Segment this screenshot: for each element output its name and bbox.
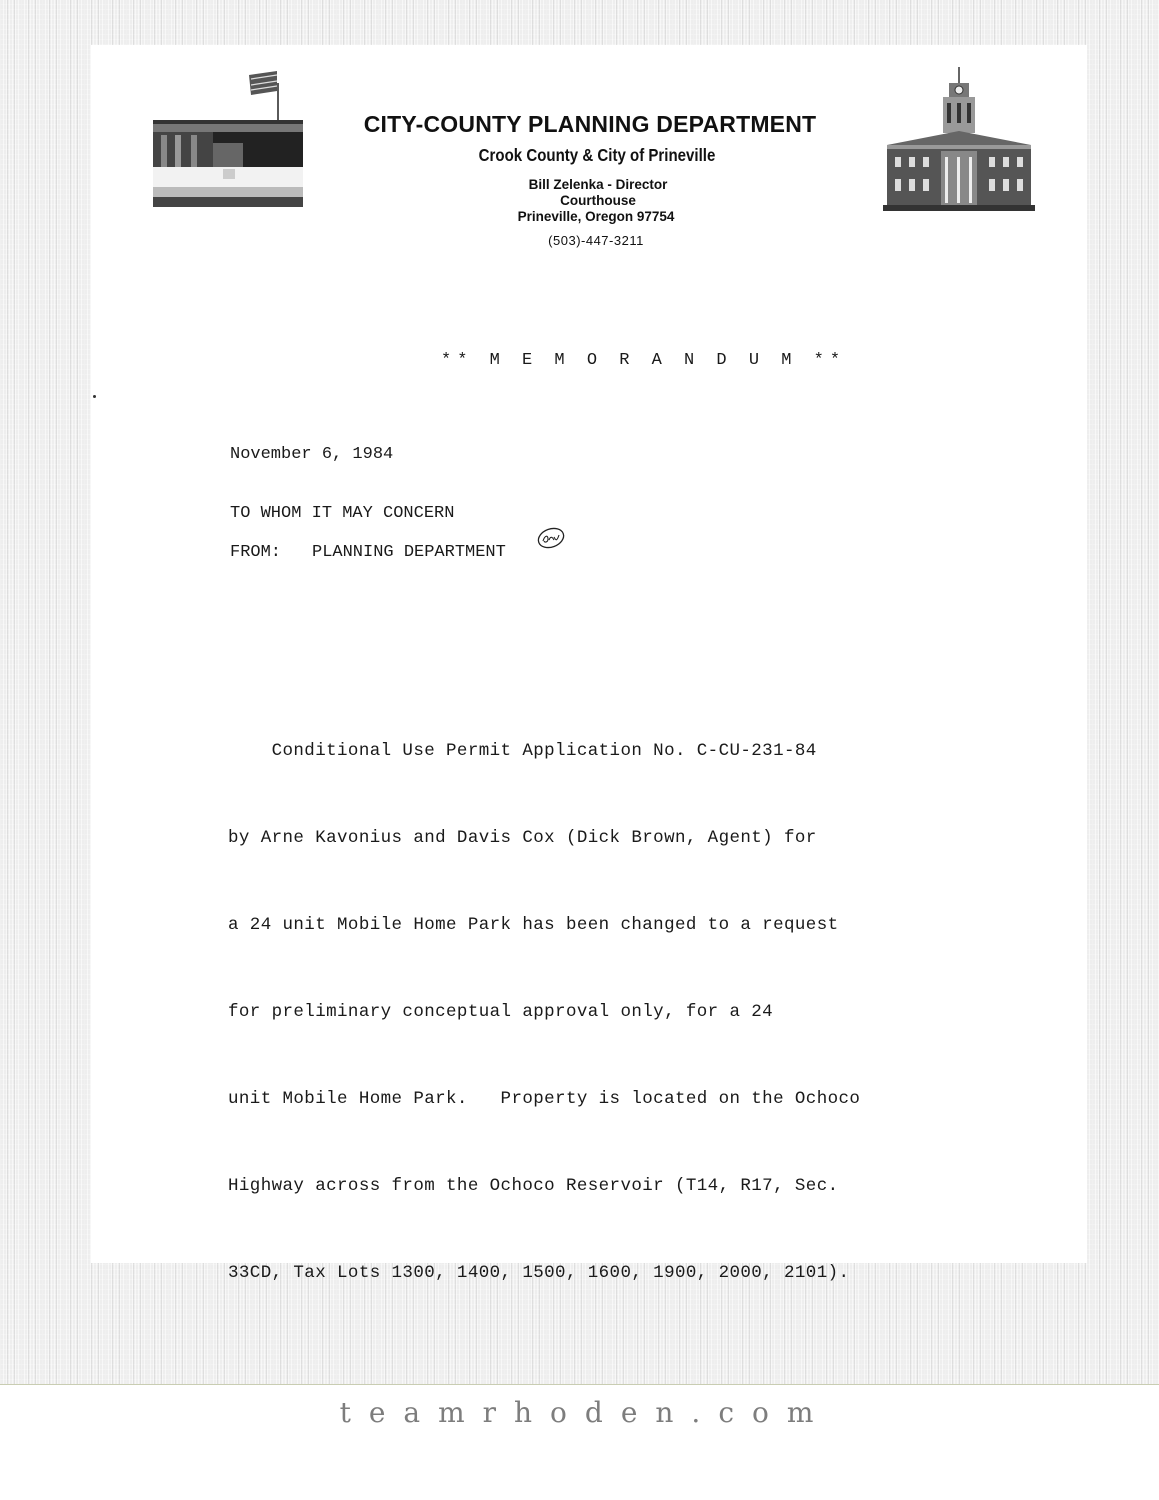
building-line: Courthouse — [560, 193, 636, 208]
memo-body — [228, 679, 860, 1346]
memo-title: ** M E M O R A N D U M ** — [441, 351, 847, 370]
memo-from-label: FROM: — [230, 543, 282, 562]
memo-date: November 6, 1984 — [230, 445, 394, 464]
phone-number: (503)-447-3211 — [548, 233, 644, 248]
footer-site-name[interactable]: teamrhoden.com — [339, 1396, 832, 1429]
address-line: Prineville, Oregon 97754 — [517, 209, 675, 224]
document-page — [91, 45, 1087, 1283]
body-line: for preliminary conceptual approval only, for a 24 — [228, 1002, 774, 1022]
department-name: CITY-COUNTY PLANNING DEPARTMENT — [363, 111, 817, 137]
department-subtitle: Crook County & City of Prineville — [478, 145, 716, 165]
director-line: Bill Zelenka - Director — [528, 177, 668, 192]
memo-from-value: PLANNING DEPARTMENT — [312, 543, 506, 562]
body-line: a 24 unit Mobile Home Park has been changed to a request — [228, 915, 839, 935]
courthouse-photo — [883, 65, 1035, 217]
body-line: 33CD, Tax Lots 1300, 1400, 1500, 1600, 1900, 2000, 2101). — [228, 1263, 850, 1283]
scan-speck — [93, 395, 96, 398]
body-line: by Arne Kavonius and Davis Cox (Dick Brown, Agent) for — [228, 828, 817, 848]
city-hall-photo — [153, 65, 303, 207]
memo-recipient: TO WHOM IT MAY CONCERN — [230, 504, 455, 523]
body-line: Conditional Use Permit Application No. C-CU-231-84 — [228, 741, 817, 761]
handwritten-initials — [536, 526, 566, 550]
body-line: unit Mobile Home Park. Property is located on the Ochoco — [228, 1089, 861, 1109]
body-line: Highway across from the Ochoco Reservoir (T14, R17, Sec. — [228, 1176, 839, 1196]
